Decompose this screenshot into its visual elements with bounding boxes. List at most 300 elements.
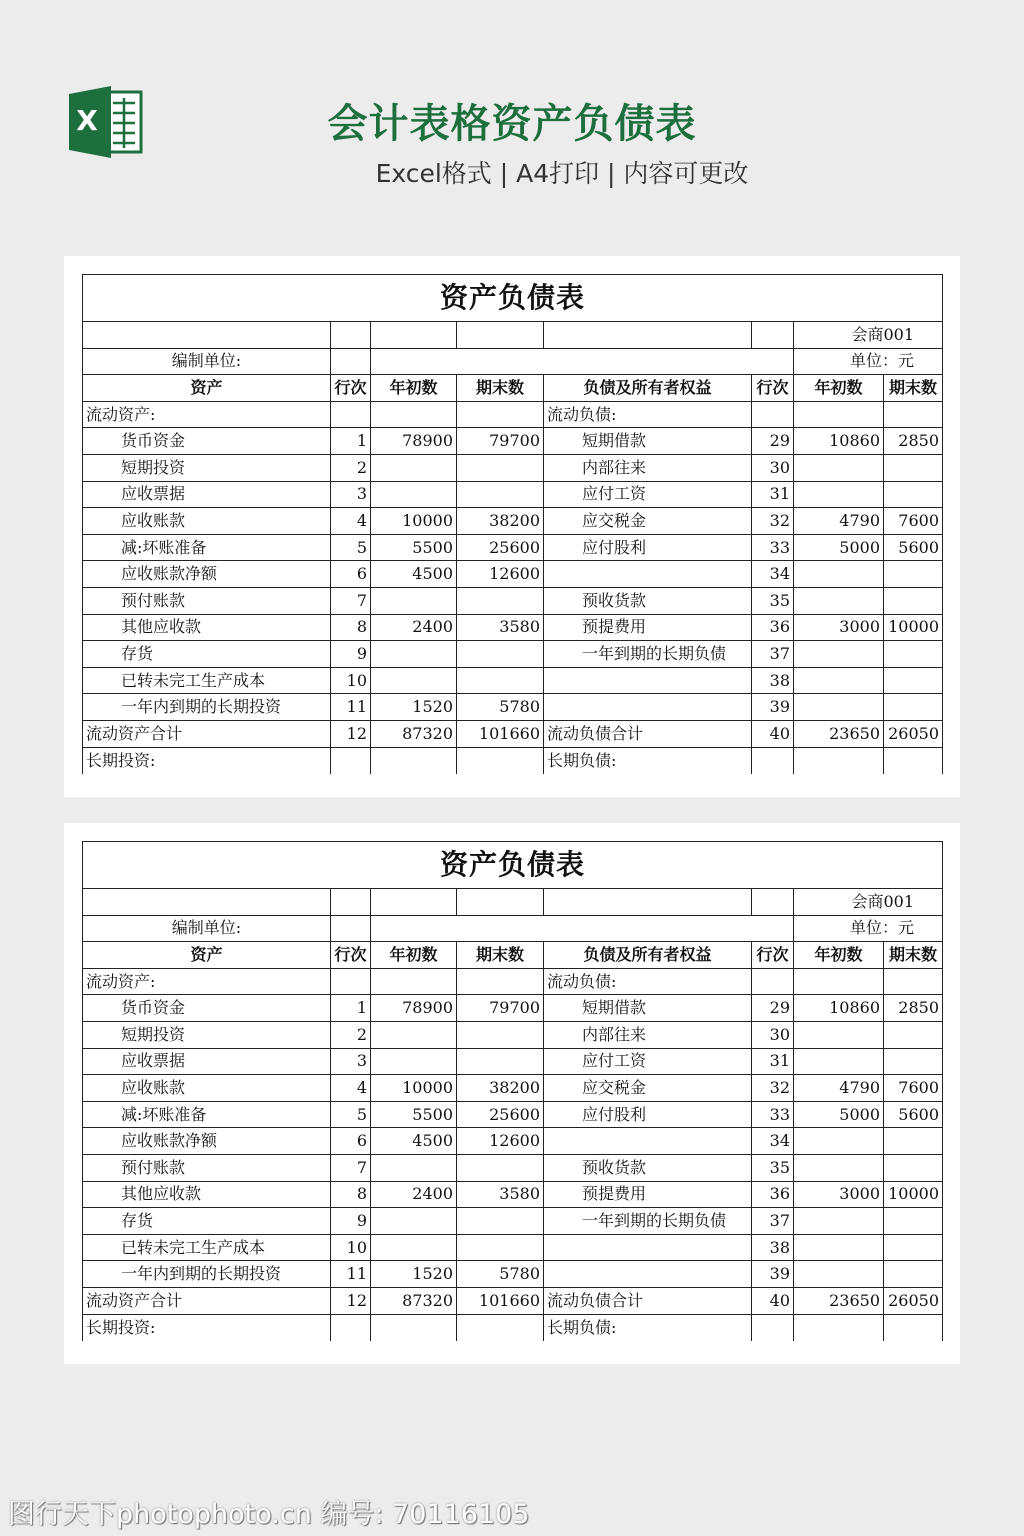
table-cell: 减:坏账准备: [83, 1101, 331, 1128]
table-cell: [457, 401, 544, 428]
table-row: [83, 694, 943, 721]
table-row: [83, 1261, 943, 1288]
table-cell: [371, 481, 457, 508]
column-header: 资产: [83, 942, 331, 969]
table-cell: [794, 641, 884, 668]
table-cell: [884, 561, 943, 588]
table-row: [83, 454, 943, 481]
table-cell: 存货: [83, 1208, 331, 1235]
table-cell: 应付股利: [544, 534, 752, 561]
column-header: 资产: [83, 375, 331, 402]
table-cell: [457, 587, 544, 614]
table-cell: 预提费用: [544, 1181, 752, 1208]
table-cell: 4: [331, 508, 371, 535]
table-cell: 一年到期的长期负债: [544, 641, 752, 668]
table-cell: 5500: [371, 1101, 457, 1128]
table-cell: 2: [331, 454, 371, 481]
table-cell: 38200: [457, 1075, 544, 1102]
table-cell: 78900: [371, 428, 457, 455]
sheet-code: 会商001: [794, 889, 943, 916]
table-cell: [884, 968, 943, 995]
table-cell: 5: [331, 534, 371, 561]
sheet-title-row: [83, 275, 943, 322]
svg-text:X: X: [76, 104, 98, 137]
table-cell: 36: [752, 614, 794, 641]
table-cell: 7600: [884, 1075, 943, 1102]
table-cell: [371, 747, 457, 774]
empty-cell: [457, 889, 544, 916]
table-cell: 应付股利: [544, 1101, 752, 1128]
table-cell: 12: [331, 720, 371, 747]
table-cell: 流动负债合计: [544, 720, 752, 747]
currency-label: 单位：元: [794, 915, 943, 942]
table-header-row: [83, 375, 943, 402]
sheet-unit-row: [83, 348, 943, 375]
table-cell: 39: [752, 694, 794, 721]
table-cell: [371, 667, 457, 694]
watermark: 图行天下photophoto.cn 编号: 70116105: [8, 1499, 530, 1530]
table-cell: 34: [752, 1128, 794, 1155]
table-cell: [457, 747, 544, 774]
table-cell: [371, 968, 457, 995]
table-row: [83, 1208, 943, 1235]
empty-cell: [371, 322, 457, 349]
table-cell: [794, 1208, 884, 1235]
table-cell: 35: [752, 587, 794, 614]
table-cell: 短期投资: [83, 1021, 331, 1048]
table-cell: 应收账款: [83, 508, 331, 535]
table-cell: 38200: [457, 508, 544, 535]
empty-cell: [752, 322, 794, 349]
empty-cell: [371, 915, 794, 942]
table-cell: 23650: [794, 1287, 884, 1314]
table-cell: 26050: [884, 1287, 943, 1314]
table-cell: 3580: [457, 1181, 544, 1208]
column-header: 期末数: [884, 942, 943, 969]
column-header: 期末数: [884, 375, 943, 402]
table-cell: 已转未完工生产成本: [83, 667, 331, 694]
table-cell: 应收账款净额: [83, 561, 331, 588]
empty-cell: [544, 889, 752, 916]
table-cell: 2: [331, 1021, 371, 1048]
table-cell: 33: [752, 1101, 794, 1128]
table-row: [83, 995, 943, 1022]
table-cell: [884, 1048, 943, 1075]
table-cell: 40: [752, 720, 794, 747]
empty-cell: [457, 322, 544, 349]
table-cell: [544, 667, 752, 694]
sheet-code-row: [83, 322, 943, 349]
table-cell: 10000: [884, 614, 943, 641]
table-cell: 3000: [794, 614, 884, 641]
column-header: 期末数: [457, 942, 544, 969]
table-row: [83, 508, 943, 535]
table-row: [83, 614, 943, 641]
table-cell: [794, 1261, 884, 1288]
table-cell: 应付工资: [544, 481, 752, 508]
table-cell: 已转未完工生产成本: [83, 1234, 331, 1261]
table-cell: [371, 401, 457, 428]
table-cell: 流动负债:: [544, 968, 752, 995]
table-cell: 流动资产:: [83, 401, 331, 428]
table-cell: [331, 401, 371, 428]
table-cell: [544, 561, 752, 588]
table-row: [83, 534, 943, 561]
table-cell: 一年内到期的长期投资: [83, 694, 331, 721]
table-row: [83, 1048, 943, 1075]
empty-cell: [331, 348, 371, 375]
table-cell: [457, 1234, 544, 1261]
table-row: [83, 641, 943, 668]
table-cell: 79700: [457, 995, 544, 1022]
table-cell: 减:坏账准备: [83, 534, 331, 561]
table-cell: 预提费用: [544, 614, 752, 641]
table-cell: [457, 481, 544, 508]
table-cell: 12: [331, 1287, 371, 1314]
table-cell: [371, 454, 457, 481]
table-cell: 40: [752, 1287, 794, 1314]
table-row: [83, 1075, 943, 1102]
table-cell: [794, 587, 884, 614]
table-cell: [752, 968, 794, 995]
table-cell: [457, 641, 544, 668]
table-cell: [331, 747, 371, 774]
table-cell: [794, 667, 884, 694]
table-cell: 39: [752, 1261, 794, 1288]
empty-cell: [331, 915, 371, 942]
table-cell: [371, 1314, 457, 1341]
table-cell: 2400: [371, 1181, 457, 1208]
table-cell: 其他应收款: [83, 614, 331, 641]
table-cell: 30: [752, 1021, 794, 1048]
table-cell: 货币资金: [83, 428, 331, 455]
table-cell: 8: [331, 1181, 371, 1208]
table-cell: 25600: [457, 534, 544, 561]
table-cell: 应交税金: [544, 508, 752, 535]
table-cell: 4: [331, 1075, 371, 1102]
table-cell: [794, 481, 884, 508]
table-cell: 4500: [371, 1128, 457, 1155]
column-header: 行次: [752, 375, 794, 402]
table-cell: [371, 587, 457, 614]
table-cell: [794, 1234, 884, 1261]
table-row: [83, 1128, 943, 1155]
table-cell: 5500: [371, 534, 457, 561]
table-cell: 3000: [794, 1181, 884, 1208]
table-cell: 存货: [83, 641, 331, 668]
table-cell: 5: [331, 1101, 371, 1128]
table-cell: 流动资产:: [83, 968, 331, 995]
table-cell: [884, 454, 943, 481]
table-cell: 3: [331, 1048, 371, 1075]
table-cell: 38: [752, 667, 794, 694]
column-header: 年初数: [794, 942, 884, 969]
table-row: [83, 1154, 943, 1181]
table-cell: 3580: [457, 614, 544, 641]
table-cell: 流动负债合计: [544, 1287, 752, 1314]
table-cell: [794, 401, 884, 428]
column-header: 行次: [752, 942, 794, 969]
table-cell: [457, 1048, 544, 1075]
table-cell: 37: [752, 1208, 794, 1235]
table-cell: 32: [752, 508, 794, 535]
table-cell: [457, 968, 544, 995]
table-row: [83, 968, 943, 995]
column-header: 期末数: [457, 375, 544, 402]
table-cell: [544, 694, 752, 721]
table-row: [83, 561, 943, 588]
table-cell: 应收票据: [83, 1048, 331, 1075]
table-cell: 2850: [884, 995, 943, 1022]
table-cell: 38: [752, 1234, 794, 1261]
table-cell: 预付账款: [83, 1154, 331, 1181]
column-header: 行次: [331, 375, 371, 402]
table-cell: [457, 1208, 544, 1235]
empty-cell: [83, 322, 331, 349]
table-cell: 预收货款: [544, 587, 752, 614]
table-row: [83, 481, 943, 508]
table-cell: 5780: [457, 694, 544, 721]
table-row: [83, 667, 943, 694]
empty-cell: [752, 889, 794, 916]
table-cell: [371, 1234, 457, 1261]
table-cell: [884, 1314, 943, 1341]
table-cell: 31: [752, 481, 794, 508]
table-cell: [752, 401, 794, 428]
table-cell: 10860: [794, 995, 884, 1022]
table-cell: 内部往来: [544, 454, 752, 481]
table-cell: 3: [331, 481, 371, 508]
table-cell: 36: [752, 1181, 794, 1208]
table-cell: 101660: [457, 720, 544, 747]
table-cell: [752, 747, 794, 774]
table-cell: 9: [331, 1208, 371, 1235]
table-cell: 5000: [794, 1101, 884, 1128]
table-cell: [884, 667, 943, 694]
table-cell: [794, 561, 884, 588]
table-cell: 30: [752, 454, 794, 481]
table-cell: 31: [752, 1048, 794, 1075]
sheet-code-row: [83, 889, 943, 916]
table-cell: [331, 1314, 371, 1341]
table-cell: 1: [331, 428, 371, 455]
table-cell: [371, 1021, 457, 1048]
table-cell: 33: [752, 534, 794, 561]
table-cell: 5600: [884, 534, 943, 561]
table-cell: 流动资产合计: [83, 1287, 331, 1314]
table-cell: 1520: [371, 1261, 457, 1288]
table-row: [83, 1314, 943, 1341]
table-cell: 79700: [457, 428, 544, 455]
table-cell: 35: [752, 1154, 794, 1181]
table-cell: 10860: [794, 428, 884, 455]
table-cell: 长期负债:: [544, 1314, 752, 1341]
empty-cell: [544, 322, 752, 349]
table-row: [83, 428, 943, 455]
table-cell: [884, 1128, 943, 1155]
table-cell: 一年到期的长期负债: [544, 1208, 752, 1235]
table-cell: 5000: [794, 534, 884, 561]
table-cell: [371, 1048, 457, 1075]
table-cell: 流动负债:: [544, 401, 752, 428]
sheet-title: 资产负债表: [83, 842, 943, 889]
table-row: [83, 587, 943, 614]
table-header-row: [83, 942, 943, 969]
table-cell: [544, 1128, 752, 1155]
table-cell: 应收账款: [83, 1075, 331, 1102]
table-cell: 7: [331, 1154, 371, 1181]
table-cell: [752, 1314, 794, 1341]
table-cell: 2400: [371, 614, 457, 641]
column-header: 年初数: [371, 375, 457, 402]
table-cell: 12600: [457, 561, 544, 588]
table-cell: 9: [331, 641, 371, 668]
table-cell: 26050: [884, 720, 943, 747]
table-cell: [884, 1234, 943, 1261]
table-cell: 长期投资:: [83, 1314, 331, 1341]
column-header: 行次: [331, 942, 371, 969]
table-cell: 1520: [371, 694, 457, 721]
table-cell: [457, 1021, 544, 1048]
table-cell: 5600: [884, 1101, 943, 1128]
empty-cell: [331, 889, 371, 916]
page-title: 会计表格资产负债表: [327, 101, 697, 147]
table-cell: 87320: [371, 1287, 457, 1314]
table-cell: 4790: [794, 1075, 884, 1102]
table-cell: 4500: [371, 561, 457, 588]
empty-cell: [331, 322, 371, 349]
table-cell: 其他应收款: [83, 1181, 331, 1208]
table-cell: 25600: [457, 1101, 544, 1128]
sheet-preview-2: [64, 823, 960, 1364]
table-cell: 10000: [371, 508, 457, 535]
balance-sheet-table: [82, 274, 943, 774]
column-header: 年初数: [794, 375, 884, 402]
table-cell: 应收账款净额: [83, 1128, 331, 1155]
table-cell: 2850: [884, 428, 943, 455]
table-cell: [884, 747, 943, 774]
table-cell: 37: [752, 641, 794, 668]
table-cell: [884, 481, 943, 508]
table-cell: [457, 667, 544, 694]
table-cell: 7600: [884, 508, 943, 535]
table-cell: 6: [331, 1128, 371, 1155]
table-cell: 8: [331, 614, 371, 641]
table-cell: 5780: [457, 1261, 544, 1288]
table-row: [83, 401, 943, 428]
table-cell: 长期投资:: [83, 747, 331, 774]
table-cell: [794, 1314, 884, 1341]
table-cell: [371, 641, 457, 668]
unit-label: 编制单位:: [83, 348, 331, 375]
table-cell: [794, 968, 884, 995]
table-cell: [331, 968, 371, 995]
table-cell: 78900: [371, 995, 457, 1022]
table-cell: [794, 1048, 884, 1075]
table-cell: [884, 401, 943, 428]
unit-label: 编制单位:: [83, 915, 331, 942]
table-cell: 7: [331, 587, 371, 614]
table-cell: 10: [331, 1234, 371, 1261]
table-cell: 长期负债:: [544, 747, 752, 774]
table-cell: 短期投资: [83, 454, 331, 481]
table-cell: 29: [752, 428, 794, 455]
sheet-preview-1: [64, 256, 960, 797]
table-row: [83, 1234, 943, 1261]
table-cell: [794, 1154, 884, 1181]
table-cell: [884, 1154, 943, 1181]
table-cell: 1: [331, 995, 371, 1022]
table-cell: [794, 1128, 884, 1155]
table-cell: 货币资金: [83, 995, 331, 1022]
table-row: [83, 1021, 943, 1048]
table-row: [83, 1181, 943, 1208]
table-cell: [884, 1021, 943, 1048]
table-cell: 11: [331, 694, 371, 721]
balance-sheet-table: [82, 841, 943, 1341]
table-cell: [544, 1261, 752, 1288]
empty-cell: [83, 889, 331, 916]
table-cell: 短期借款: [544, 995, 752, 1022]
column-header: 年初数: [371, 942, 457, 969]
table-cell: 12600: [457, 1128, 544, 1155]
table-cell: [457, 1154, 544, 1181]
table-cell: 87320: [371, 720, 457, 747]
table-cell: 29: [752, 995, 794, 1022]
table-cell: 34: [752, 561, 794, 588]
table-cell: 应收票据: [83, 481, 331, 508]
table-cell: [457, 454, 544, 481]
table-cell: [884, 587, 943, 614]
table-cell: [794, 454, 884, 481]
table-cell: 预付账款: [83, 587, 331, 614]
table-row: [83, 1101, 943, 1128]
table-row: [83, 720, 943, 747]
column-header: 负债及所有者权益: [544, 942, 752, 969]
table-cell: 32: [752, 1075, 794, 1102]
table-cell: 流动资产合计: [83, 720, 331, 747]
table-cell: 一年内到期的长期投资: [83, 1261, 331, 1288]
sheet-title: 资产负债表: [83, 275, 943, 322]
table-cell: 10000: [884, 1181, 943, 1208]
table-cell: [884, 1261, 943, 1288]
table-cell: [457, 1314, 544, 1341]
table-cell: 内部往来: [544, 1021, 752, 1048]
empty-cell: [371, 889, 457, 916]
table-cell: 10000: [371, 1075, 457, 1102]
table-cell: [884, 641, 943, 668]
currency-label: 单位：元: [794, 348, 943, 375]
sheet-code: 会商001: [794, 322, 943, 349]
column-header: 负债及所有者权益: [544, 375, 752, 402]
table-cell: 应付工资: [544, 1048, 752, 1075]
sheet-title-row: [83, 842, 943, 889]
table-cell: 4790: [794, 508, 884, 535]
table-cell: [794, 1021, 884, 1048]
table-row: [83, 747, 943, 774]
table-row: [83, 1287, 943, 1314]
table-cell: 101660: [457, 1287, 544, 1314]
table-cell: [884, 1208, 943, 1235]
table-cell: [794, 747, 884, 774]
table-cell: 23650: [794, 720, 884, 747]
table-cell: 11: [331, 1261, 371, 1288]
table-cell: 预收货款: [544, 1154, 752, 1181]
empty-cell: [371, 348, 794, 375]
table-cell: 应交税金: [544, 1075, 752, 1102]
sheet-unit-row: [83, 915, 943, 942]
table-cell: [884, 694, 943, 721]
